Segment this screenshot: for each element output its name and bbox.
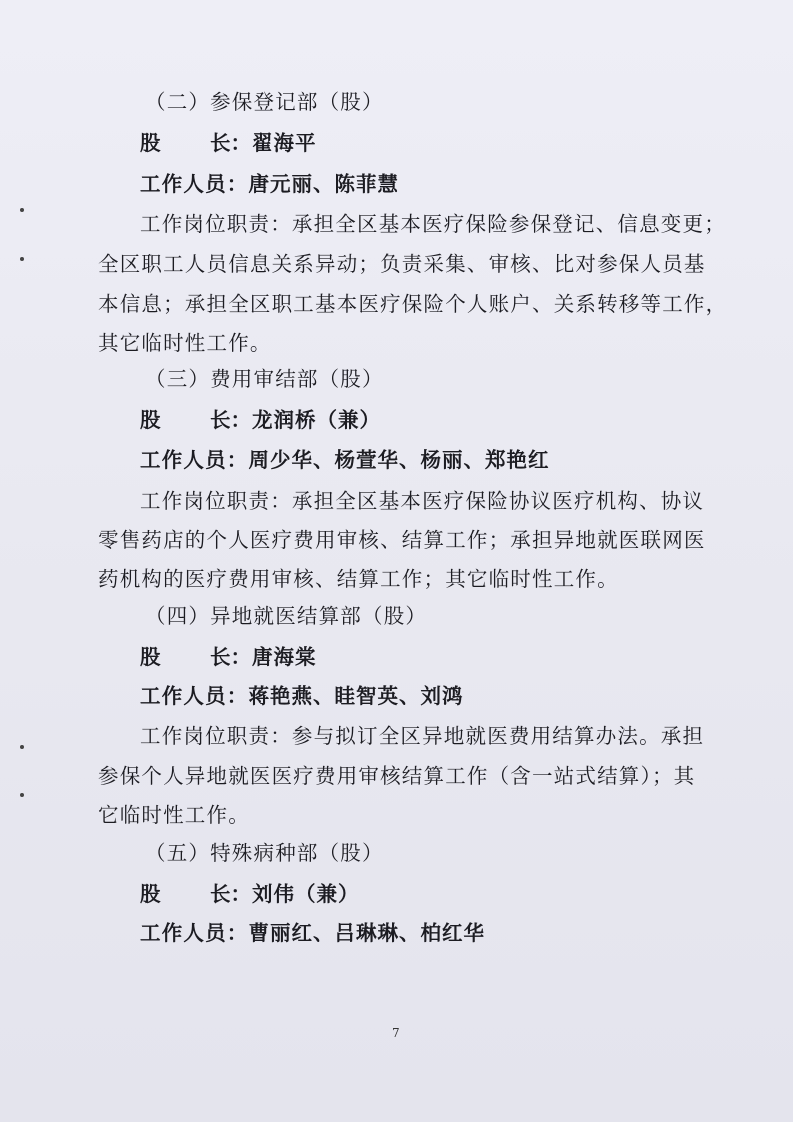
duty-text-line: 工作岗位职责：承担全区基本医疗保险参保登记、信息变更； (140, 212, 726, 236)
staff-label: 工作人员： (140, 172, 249, 196)
chief-name: 翟海平 (252, 131, 317, 155)
chief-label-char: 股 (140, 131, 161, 155)
duty-text-line: 全区职工人员信息关系异动；负责采集、审核、比对参保人员基 (98, 252, 706, 276)
staff-names: 蒋艳燕、眭智英、刘鸿 (248, 684, 464, 708)
chief-label-suffix: 长： (210, 131, 251, 155)
section-chief-line (140, 880, 770, 908)
section-heading: （二）参保登记部（股） (145, 90, 384, 114)
page-number: 7 (392, 1026, 400, 1040)
staff-names: 周少华、杨萱华、杨丽、郑艳红 (248, 448, 550, 472)
duty-text-line: 工作岗位职责：承担全区基本医疗保险协议医疗机构、协议 (140, 489, 705, 513)
section-heading: （三）费用审结部（股） (145, 367, 384, 391)
section-chief-line (140, 406, 770, 434)
section-chief-line (140, 643, 770, 671)
chief-label-char: 股 (140, 645, 161, 669)
duty-text-line: 工作岗位职责：参与拟订全区异地就医费用结算办法。承担 (140, 724, 705, 748)
chief-name: 刘伟（兼） (252, 882, 360, 906)
section-staff-line (140, 446, 770, 474)
duty-text-line: 参保个人异地就医医疗费用审核结算工作（含一站式结算）；其 (98, 764, 696, 788)
staff-names: 曹丽红、吕琳琳、柏红华 (248, 921, 485, 945)
chief-label-suffix: 长： (210, 882, 251, 906)
section-staff-line (140, 682, 770, 710)
section-staff-line (140, 919, 770, 947)
duty-text-line: 零售药店的个人医疗费用审核、结算工作；承担异地就医联网医 (98, 528, 706, 552)
staff-names: 唐元丽、陈菲慧 (248, 172, 399, 196)
duty-text-line: 本信息；承担全区职工基本医疗保险个人账户、关系转移等工作， (98, 292, 728, 316)
duty-text-line: 它临时性工作。 (98, 803, 250, 827)
chief-label-suffix: 长： (210, 645, 251, 669)
chief-name: 龙润桥（兼） (252, 408, 381, 432)
duty-text-line: 其它临时性工作。 (98, 331, 272, 355)
binding-hole-mark (20, 208, 24, 212)
chief-label-char: 股 (140, 408, 161, 432)
section-staff-line (140, 170, 770, 198)
chief-label-suffix: 长： (210, 408, 251, 432)
binding-hole-mark (20, 793, 24, 797)
binding-hole-mark (20, 745, 24, 749)
staff-label: 工作人员： (140, 921, 249, 945)
binding-hole-mark (20, 257, 24, 261)
section-heading: （五）特殊病种部（股） (145, 841, 384, 865)
chief-label-char: 股 (140, 882, 161, 906)
section-heading: （四）异地就医结算部（股） (145, 604, 428, 628)
staff-label: 工作人员： (140, 684, 249, 708)
section-chief-line (140, 129, 770, 157)
chief-name: 唐海棠 (252, 645, 317, 669)
duty-text-line: 药机构的医疗费用审核、结算工作；其它临时性工作。 (98, 567, 619, 591)
staff-label: 工作人员： (140, 448, 249, 472)
